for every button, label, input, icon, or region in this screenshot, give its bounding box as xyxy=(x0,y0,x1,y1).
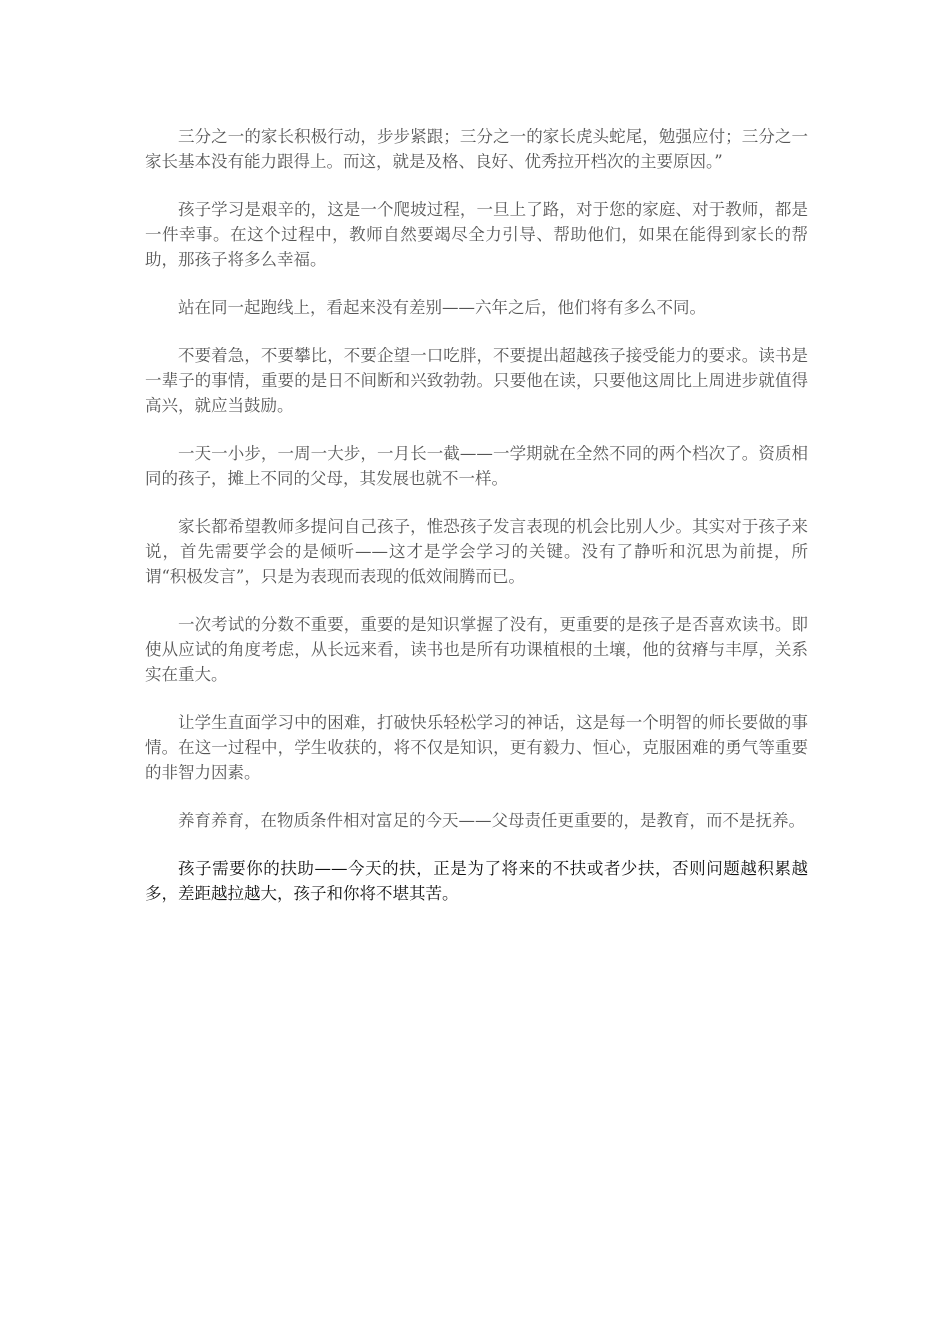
document-body xyxy=(145,124,808,929)
paragraph-6: 家长都希望教师多提问自己孩子，惟恐孩子发言表现的机会比别人少。其实对于孩子来说，首先需要学会的是倾听——这才是学会学习的关键。没有了静听和沉思为前提，所谓“积极发言”，只是为表现而表现的低效闹腾而已。 xyxy=(145,517,808,586)
paragraph-1: 三分之一的家长积极行动，步步紧跟；三分之一的家长虎头蛇尾，勉强应付；三分之一家长基本没有能力跟得上。而这，就是及格、良好、优秀拉开档次的主要原因。” xyxy=(145,127,808,171)
paragraph-9: 养育养育，在物质条件相对富足的今天——父母责任更重要的，是教育，而不是抚养。 xyxy=(178,811,805,830)
paragraph-10: 孩子需要你的扶助——今天的扶，正是为了将来的不扶或者少扶，否则问题越积累越多，差距越拉越大，孩子和你将不堪其苦。 xyxy=(145,859,808,903)
paragraph-3: 站在同一起跑线上，看起来没有差别——六年之后，他们将有多么不同。 xyxy=(178,298,706,317)
paragraph-7: 一次考试的分数不重要，重要的是知识掌握了没有，更重要的是孩子是否喜欢读书。即使从应试的角度考虑，从长远来看，读书也是所有功课植根的土壤，他的贫瘠与丰厚，关系实在重大。 xyxy=(145,615,808,684)
paragraph-2: 孩子学习是艰辛的，这是一个爬坡过程，一旦上了路，对于您的家庭、对于教师，都是一件幸事。在这个过程中，教师自然要竭尽全力引导、帮助他们，如果在能得到家长的帮助，那孩子将多么幸福。 xyxy=(145,200,808,269)
paragraph-4: 不要着急，不要攀比，不要企望一口吃胖，不要提出超越孩子接受能力的要求。读书是一辈子的事情，重要的是日不间断和兴致勃勃。只要他在读，只要他这周比上周进步就值得高兴，就应当鼓励。 xyxy=(145,346,808,415)
paragraph-5: 一天一小步，一周一大步，一月长一截——一学期就在全然不同的两个档次了。资质相同的孩子，摊上不同的父母，其发展也就不一样。 xyxy=(145,444,808,488)
paragraph-8: 让学生直面学习中的困难，打破快乐轻松学习的神话，这是每一个明智的师长要做的事情。在这一过程中，学生收获的，将不仅是知识，更有毅力、恒心，克服困难的勇气等重要的非智力因素。 xyxy=(145,713,808,782)
